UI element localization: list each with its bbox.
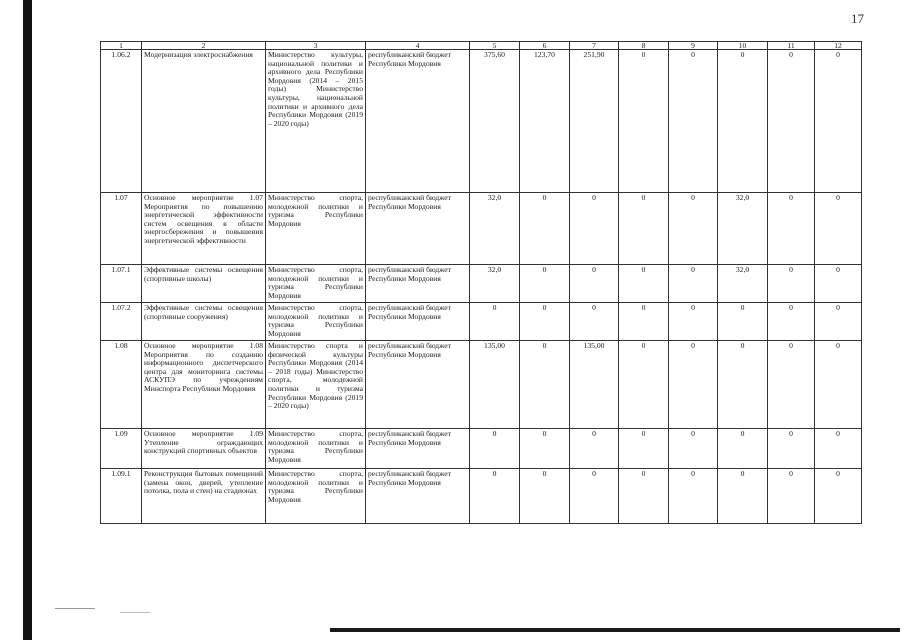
row-number: 1.09.1 <box>101 469 142 524</box>
row-number: 1.08 <box>101 341 142 429</box>
row-value-col-12: 0 <box>815 303 862 341</box>
row-value-col-6: 0 <box>520 469 570 524</box>
row-value-col-6: 0 <box>520 341 570 429</box>
row-value-col-8: 0 <box>619 303 669 341</box>
row-value-col-7: 0 <box>570 429 619 469</box>
table-row <box>101 265 862 303</box>
row-funding-source: республиканский бюджет Республики Мордовия <box>366 193 470 265</box>
column-number-5: 5 <box>470 42 520 50</box>
row-value-col-9: 0 <box>669 50 718 193</box>
column-number-6: 6 <box>520 42 570 50</box>
row-funding-source: республиканский бюджет Республики Мордовия <box>366 469 470 524</box>
row-value-col-5: 0 <box>470 303 520 341</box>
row-funding-source: республиканский бюджет Республики Мордовия <box>366 303 470 341</box>
row-value-col-5: 32,0 <box>470 193 520 265</box>
row-value-col-12: 0 <box>815 429 862 469</box>
row-value-col-7: 0 <box>570 193 619 265</box>
row-value-col-12: 0 <box>815 469 862 524</box>
row-value-col-8: 0 <box>619 193 669 265</box>
row-value-col-6: 0 <box>520 193 570 265</box>
row-activity-name: Основное мероприятие 1.09 Утепление ограждающих конструкций спортивных объектов <box>142 429 266 469</box>
row-activity-name: Эффективные системы освещения (спортивные сооружения) <box>142 303 266 341</box>
scan-mark <box>55 608 95 609</box>
row-value-col-8: 0 <box>619 429 669 469</box>
row-value-col-10: 32,0 <box>718 265 768 303</box>
row-value-col-5: 375,60 <box>470 50 520 193</box>
row-responsible: Министерство культуры, национальной политики и архивного дела Республики Мордовия (2014 – 2015 годы) Министерство культуры, национальной политики и архивного дела Республики Мордовия (2019 – 2020 годы) <box>266 50 366 193</box>
row-value-col-10: 32,0 <box>718 193 768 265</box>
row-responsible: Министерство спорта, молодежной политики и туризма Республики Мордовия <box>266 265 366 303</box>
column-number-row <box>101 42 862 50</box>
row-funding-source: республиканский бюджет Республики Мордовия <box>366 265 470 303</box>
row-value-col-7: 0 <box>570 303 619 341</box>
row-value-col-12: 0 <box>815 265 862 303</box>
row-value-col-8: 0 <box>619 265 669 303</box>
column-number-4: 4 <box>366 42 470 50</box>
column-number-11: 11 <box>768 42 815 50</box>
row-value-col-12: 0 <box>815 341 862 429</box>
row-value-col-7: 0 <box>570 265 619 303</box>
table-row <box>101 303 862 341</box>
row-number: 1.06.2 <box>101 50 142 193</box>
row-activity-name: Основное мероприятие 1.08 Мероприятия по созданию информационного диспетчерского центра для мониторинга системы АСКУПЭ по учреждениям Минспорта Республики Мордовия <box>142 341 266 429</box>
row-value-col-11: 0 <box>768 50 815 193</box>
row-responsible: Министерство спорта, молодежной политики и туризма Республики Мордовия <box>266 429 366 469</box>
row-value-col-5: 0 <box>470 429 520 469</box>
row-value-col-9: 0 <box>669 303 718 341</box>
row-value-col-6: 0 <box>520 303 570 341</box>
row-value-col-6: 123,70 <box>520 50 570 193</box>
scan-bottom-edge <box>330 628 900 632</box>
scan-mark <box>120 612 150 613</box>
column-number-12: 12 <box>815 42 862 50</box>
table-row <box>101 193 862 265</box>
row-activity-name: Модернизация электроснабжения <box>142 50 266 193</box>
row-value-col-11: 0 <box>768 303 815 341</box>
row-number: 1.07.1 <box>101 265 142 303</box>
row-value-col-7: 135,00 <box>570 341 619 429</box>
row-value-col-9: 0 <box>669 429 718 469</box>
column-number-10: 10 <box>718 42 768 50</box>
row-value-col-8: 0 <box>619 50 669 193</box>
row-value-col-12: 0 <box>815 50 862 193</box>
row-value-col-11: 0 <box>768 193 815 265</box>
table-row <box>101 469 862 524</box>
row-funding-source: республиканский бюджет Республики Мордовия <box>366 341 470 429</box>
row-value-col-7: 0 <box>570 469 619 524</box>
row-value-col-11: 0 <box>768 341 815 429</box>
row-value-col-5: 32,0 <box>470 265 520 303</box>
table-row <box>101 341 862 429</box>
table-row <box>101 429 862 469</box>
row-value-col-10: 0 <box>718 429 768 469</box>
budget-table <box>100 41 862 524</box>
row-value-col-9: 0 <box>669 265 718 303</box>
column-number-9: 9 <box>669 42 718 50</box>
row-responsible: Министерство спорта, молодежной политики и туризма Республики Мордовия <box>266 193 366 265</box>
row-responsible: Министерство спорта, молодежной политики и туризма Республики Мордовия <box>266 469 366 524</box>
row-value-col-10: 0 <box>718 469 768 524</box>
row-value-col-6: 0 <box>520 429 570 469</box>
column-number-1: 1 <box>101 42 142 50</box>
row-activity-name: Основное мероприятие 1.07 Мероприятия по повышению энергетической эффективности систем освещения в области энергосбережения и повышения энергетической эффективности <box>142 193 266 265</box>
row-value-col-10: 0 <box>718 303 768 341</box>
row-activity-name: Эффективные системы освещения (спортивные школы) <box>142 265 266 303</box>
row-value-col-11: 0 <box>768 469 815 524</box>
row-value-col-9: 0 <box>669 469 718 524</box>
row-value-col-9: 0 <box>669 341 718 429</box>
table-row <box>101 50 862 193</box>
row-value-col-5: 135,00 <box>470 341 520 429</box>
row-number: 1.07 <box>101 193 142 265</box>
row-value-col-12: 0 <box>815 193 862 265</box>
row-value-col-10: 0 <box>718 50 768 193</box>
row-number: 1.07.2 <box>101 303 142 341</box>
row-value-col-8: 0 <box>619 341 669 429</box>
scan-left-edge <box>23 0 32 640</box>
row-value-col-6: 0 <box>520 265 570 303</box>
page-number: 17 <box>851 11 864 26</box>
row-value-col-10: 0 <box>718 341 768 429</box>
row-funding-source: республиканский бюджет Республики Мордовия <box>366 50 470 193</box>
row-responsible: Министерство спорта и физической культуры Республики Мордовия (2014 – 2018 годы) Министерство спорта, молодежной политики и туризма Республики Мордовия (2019 – 2020 годы) <box>266 341 366 429</box>
row-value-col-5: 0 <box>470 469 520 524</box>
row-value-col-11: 0 <box>768 429 815 469</box>
column-number-2: 2 <box>142 42 266 50</box>
row-value-col-11: 0 <box>768 265 815 303</box>
column-number-3: 3 <box>266 42 366 50</box>
row-activity-name: Реконструкция бытовых помещений (замена окон, дверей, утепление потолка, пола и стен) на стадионах <box>142 469 266 524</box>
row-funding-source: республиканский бюджет Республики Мордовия <box>366 429 470 469</box>
row-value-col-8: 0 <box>619 469 669 524</box>
row-responsible: Министерство спорта, молодежной политики и туризма Республики Мордовия <box>266 303 366 341</box>
column-number-7: 7 <box>570 42 619 50</box>
row-number: 1.09 <box>101 429 142 469</box>
row-value-col-9: 0 <box>669 193 718 265</box>
row-value-col-7: 251,90 <box>570 50 619 193</box>
column-number-8: 8 <box>619 42 669 50</box>
